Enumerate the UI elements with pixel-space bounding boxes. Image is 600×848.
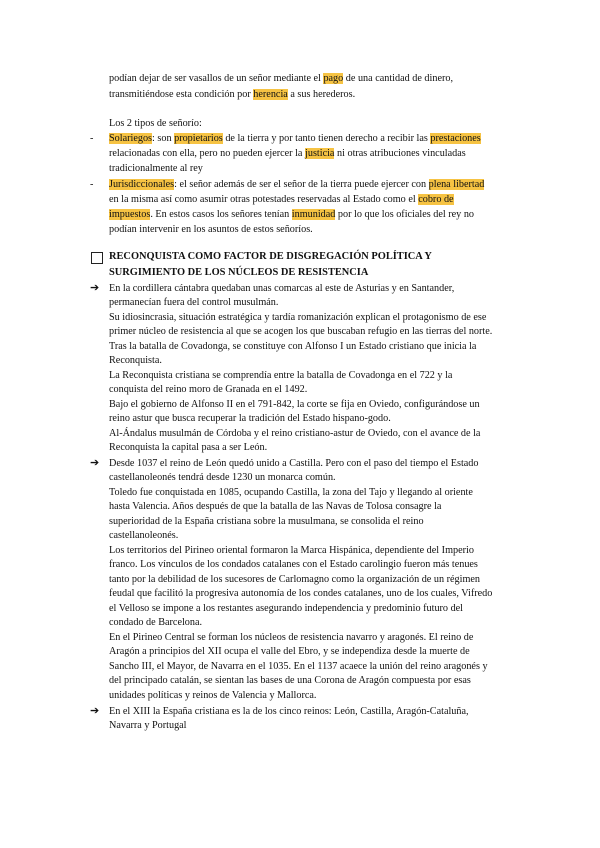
solariegos-line-1: Solariegos: son propietarios de la tierra y por tanto tienen derecho a recibir las prestaciones <box>109 133 481 144</box>
body-line: franco. Los vínculos de los condados catalanes con el Estado carolingio fueron más tenues <box>109 559 478 570</box>
body-line: superioridad de la España cristiana sobre la musulmana, se consolida el reino <box>109 516 424 527</box>
jurisdiccionales-line-3: impuestos. En estos casos los señores tenían inmunidad por lo que los oficiales del rey no <box>109 209 475 220</box>
section-heading-line-1: RECONQUISTA COMO FACTOR DE DISGREGACIÓN POLÍTICA Y <box>109 251 432 262</box>
arrow-bullet-icon: ➔ <box>90 705 100 717</box>
body-line: Bajo el gobierno de Alfonso II en el 791-842, la corte se fija en Oviedo, configurándose un <box>109 399 480 410</box>
body-line: conquista del reino moro de Granada en el 1492. <box>109 384 308 395</box>
body-line: el Velloso se impone a los restantes asegurando independencia y predominio futuro del <box>109 603 464 614</box>
body-line: En el XIII la España cristiana es la de los cinco reinos: León, Castilla, Aragón-Cataluña, <box>109 706 469 717</box>
jurisdiccionales-line-4: podían intervenir en los asuntos de estos señoríos. <box>109 224 313 235</box>
highlight-herencia: herencia <box>253 89 288 100</box>
dash-bullet: - <box>90 133 94 144</box>
arrow-bullet-icon: ➔ <box>90 457 100 469</box>
body-line: La Reconquista cristiana se comprendía entre la batalla de Covadonga en el 722 y la <box>109 370 453 381</box>
section-heading-line-2: SURGIMIENTO DE LOS NÚCLEOS DE RESISTENCIA <box>109 267 369 278</box>
highlight-pago: pago <box>323 73 344 84</box>
body-line: permanecían fuera del control musulmán. <box>109 297 279 308</box>
solariegos-line-3: tradicionalmente al rey <box>109 163 203 174</box>
jurisdiccionales-line-1: Jurisdiccionales: el señor además de ser el señor de la tierra puede ejercer con plena libertad <box>109 179 485 190</box>
body-line: castellanoleonés tendrá desde 1230 un monarca común. <box>109 472 336 483</box>
body-line: unidades políticas y reinos de Valencia y Mallorca. <box>109 690 317 701</box>
tipos-title: Los 2 tipos de señorío: <box>109 118 202 129</box>
body-line: En el Pirineo Central se forman los núcleos de resistencia navarro y aragonés. El reino de <box>109 632 474 643</box>
body-line: Los territorios del Pirineo oriental formaron la Marca Hispánica, dependiente del Imperio <box>109 545 474 556</box>
jurisdiccionales-line-2: en la misma así como asumir otras potestades reservadas al Estado como el cobro de <box>109 194 454 205</box>
arrow-bullet-icon: ➔ <box>90 282 100 294</box>
intro-line-1: podían dejar de ser vasallos de un señor mediante el pago de una cantidad de dinero, <box>109 73 454 84</box>
body-line: del principado catalán, se sientan las bases de una Corona de Aragón compuesta por esas <box>109 675 471 686</box>
body-line: Navarra y Portugal <box>109 720 187 731</box>
checkbox-icon[interactable] <box>91 252 103 264</box>
body-line: En la cordillera cántabra quedaban unas comarcas al este de Asturias y en Santander, <box>109 283 455 294</box>
body-line: tanto por la debilidad de los sucesores de Carlomagno como la organización de un régimen <box>109 574 480 585</box>
body-line: Al-Ándalus musulmán de Córdoba y el reino cristiano-astur de Oviedo, con el avance de la <box>109 428 481 439</box>
body-line: Toledo fue conquistada en 1085, ocupando Castilla, la zona del Tajo y llegando al oriente <box>109 487 473 498</box>
body-line: Sancho III, el Mayor, de Navarra en el 1035. En el 1137 acaece la unión del reino aragonés y <box>109 661 488 672</box>
body-line: Tras la batalla de Covadonga, se constituye con Alfonso I un Estado cristiano que inicia la <box>109 341 477 352</box>
body-line: castellanoleonés. <box>109 530 179 541</box>
body-line: Aragón a principios del XII ocupa el valle del Ebro, y se independiza desde la muerte de <box>109 646 470 657</box>
body-line: feudal que facilitó la progresiva autonomía de los condes catalanes, uno de los cuales, Vifredo <box>109 588 493 599</box>
body-line: reino astur que busca recuperar la tradición del Estado hispano-godo. <box>109 413 391 424</box>
body-line: primer núcleo de resistencia al que se acogen los que buscaban refugio en las tierras del norte. <box>109 326 493 337</box>
body-line: Reconquista. <box>109 355 162 366</box>
body-line: condado de Barcelona. <box>109 617 203 628</box>
body-line: hasta Valencia. Años después de que la batalla de las Navas de Tolosa consagre la <box>109 501 442 512</box>
dash-bullet: - <box>90 179 94 190</box>
body-line: Reconquista la capital pasa a ser León. <box>109 442 268 453</box>
body-line: Su idiosincrasia, situación estratégica y tardía romanización explican el protagonismo de ese <box>109 312 487 323</box>
solariegos-line-2: relacionadas con ella, pero no pueden ejercer la justicia ni otras atribuciones vinculadas <box>109 148 466 159</box>
body-line: Desde 1037 el reino de León quedó unido a Castilla. Pero con el paso del tiempo el Estado <box>109 458 479 469</box>
intro-line-2: transmitiéndose esta condición por herencia a sus herederos. <box>109 89 356 100</box>
